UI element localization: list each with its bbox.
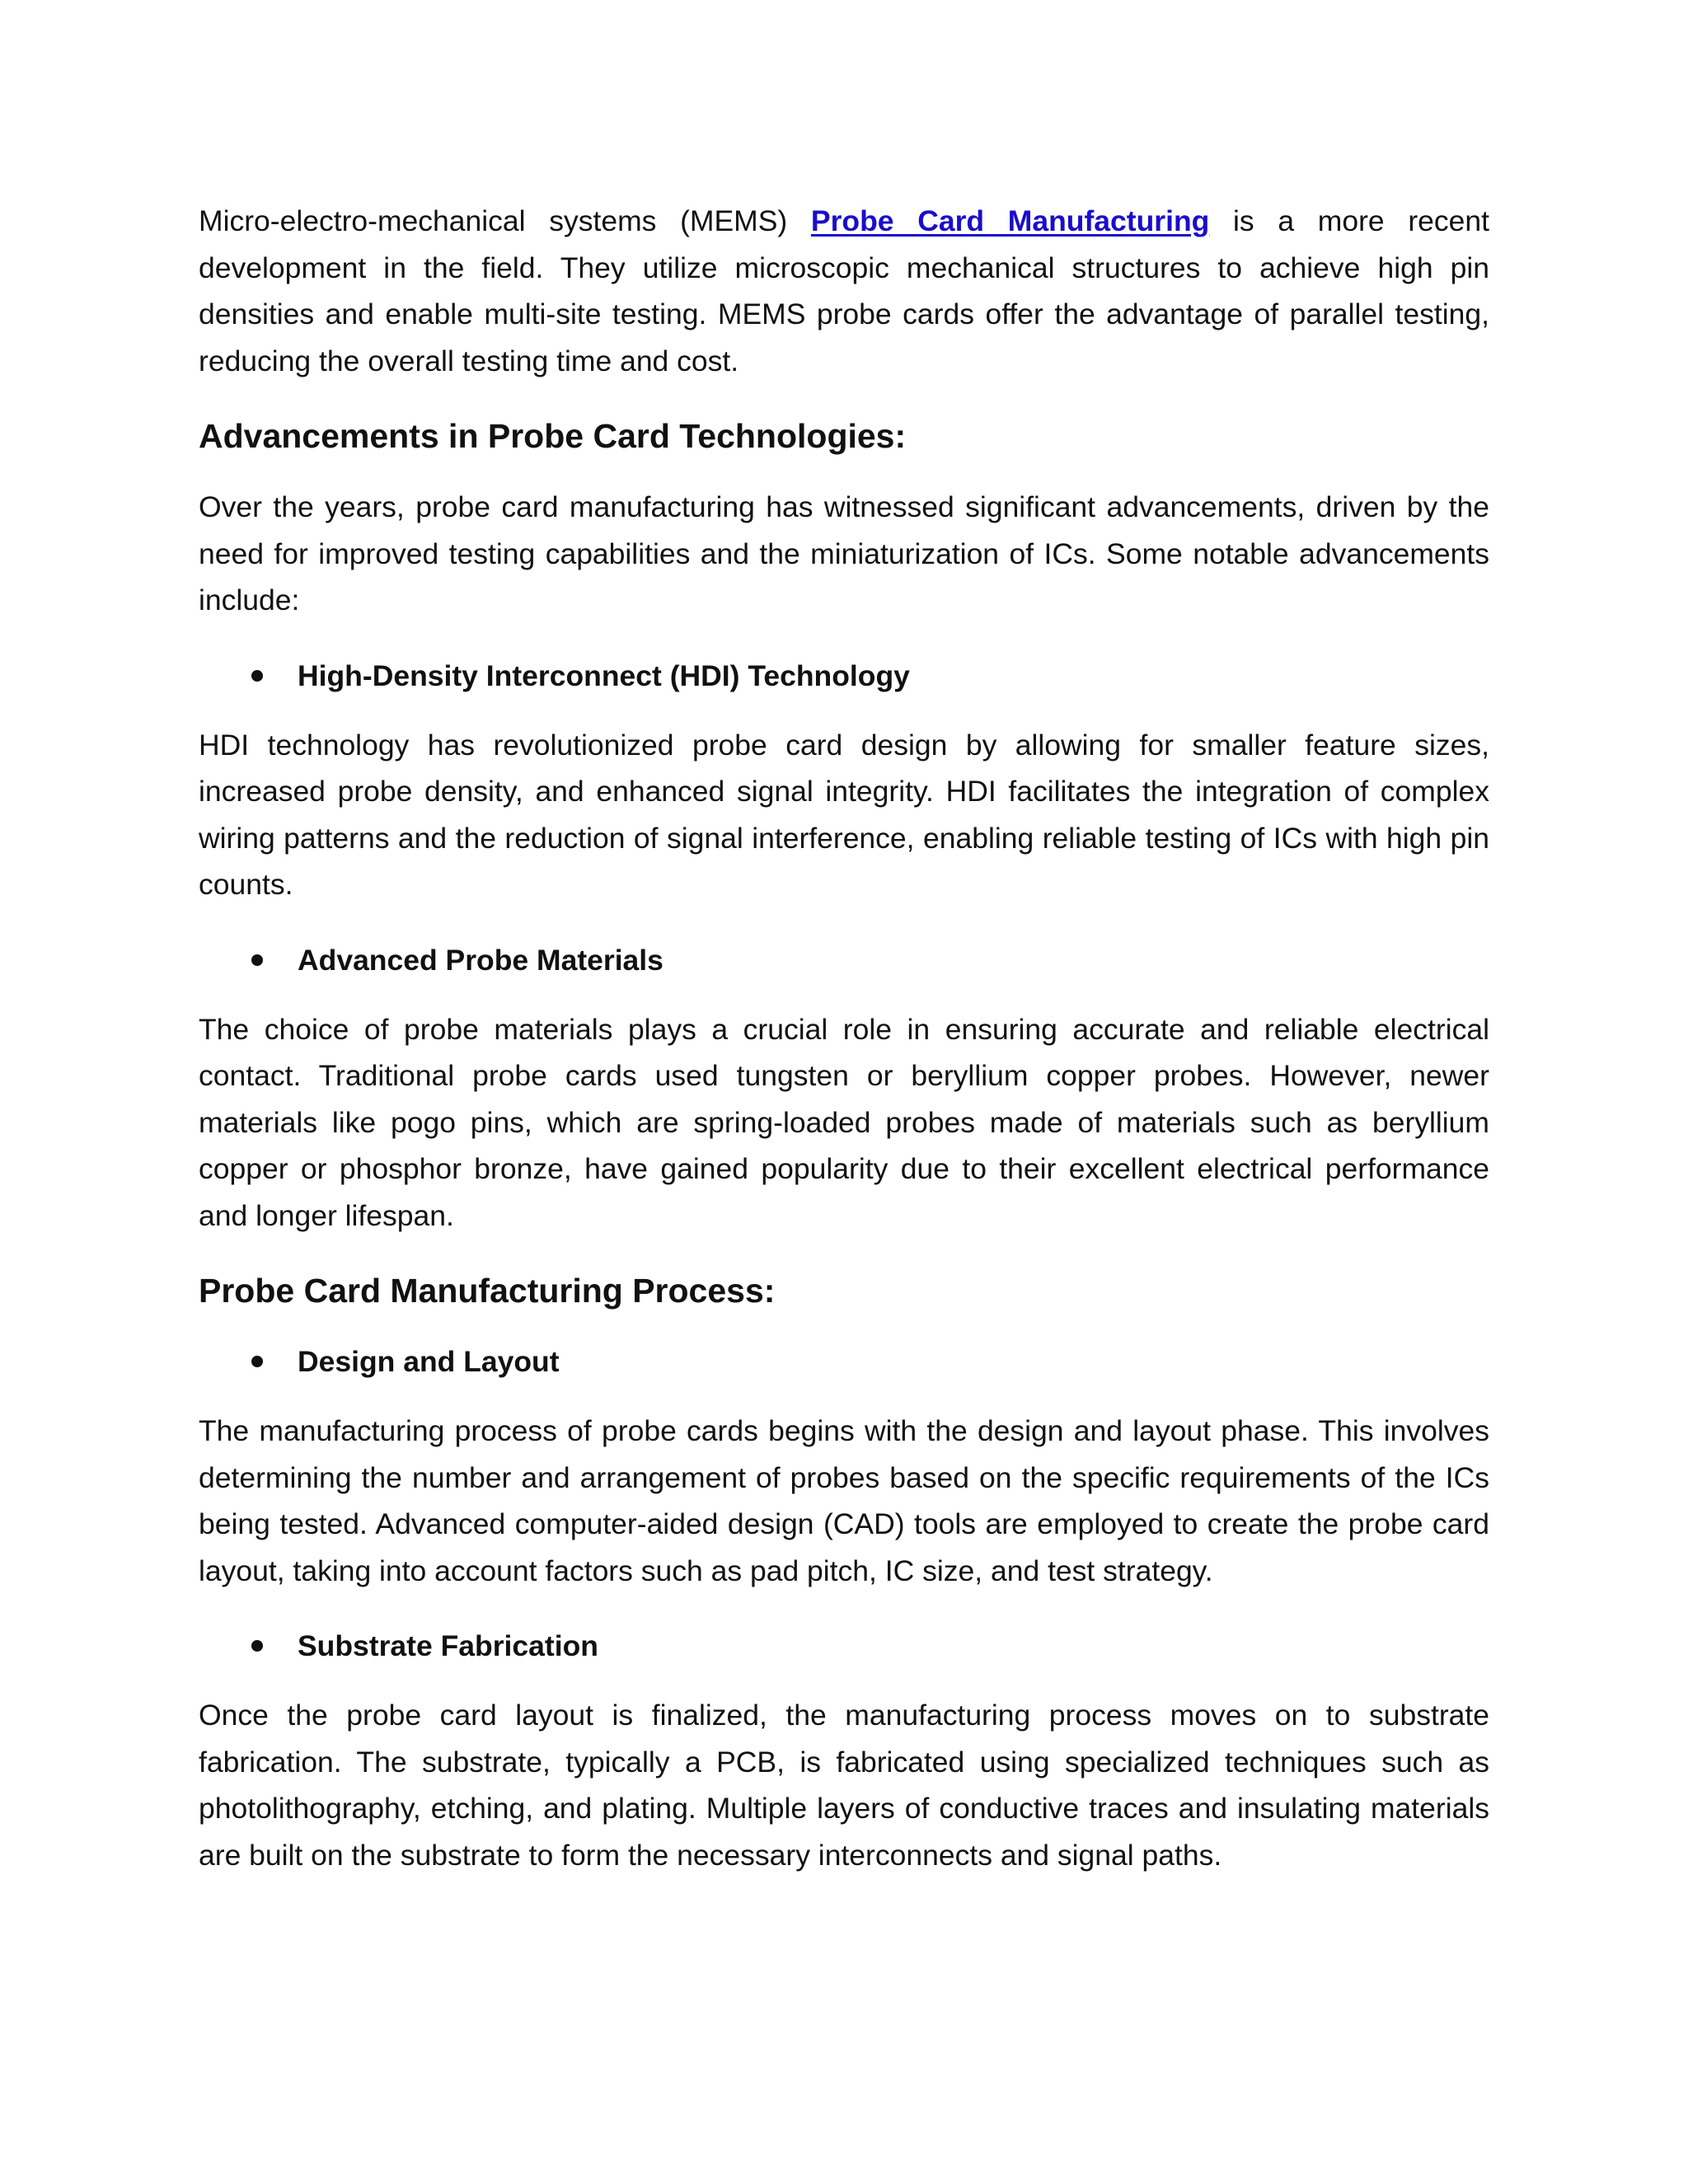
advancements-heading: Advancements in Probe Card Technologies: (199, 417, 907, 455)
bullet-dot-icon (251, 1640, 263, 1652)
design-paragraph: The manufacturing process of probe cards begins with the design and layout phase. This involves determining the number and arrangement of probes based on the specific requirements of the ICs being tested. Advanced computer-aided design (CAD) tools are employed to create the probe card layout, taking into account factors such as pad pitch, IC size, and test strategy. (199, 1414, 1489, 1587)
bullet-design-label: Design and Layout (298, 1345, 560, 1378)
intro-paragraph (199, 198, 1489, 384)
document-page (199, 198, 1489, 1878)
intro-text-after-link: is a more recent development in the field. They utilize microscopic mechanical structures to achieve high pin densities and enable multi-site testing. MEMS probe cards offer the advantage of parallel testing, reducing the overall testing time and cost. (199, 204, 1489, 377)
advancements-intro-paragraph: Over the years, probe card manufacturing has witnessed significant advancements, driven by the need for improved testing capabilities and the miniaturization of ICs. Some notable advancements include: (199, 490, 1489, 616)
bullet-materials-label: Advanced Probe Materials (298, 943, 663, 977)
bullet-design-and-layout (199, 1338, 1489, 1385)
process-heading: Probe Card Manufacturing Process: (199, 1272, 776, 1310)
intro-text-before-link: Micro-electro-mechanical systems (MEMS) (199, 204, 811, 237)
bullet-hdi-technology (199, 653, 1489, 699)
bullet-dot-icon (251, 670, 263, 682)
bullet-dot-icon (251, 1356, 263, 1367)
materials-paragraph: The choice of probe materials plays a crucial role in ensuring accurate and reliable electrical contact. Traditional probe cards used tungsten or beryllium copper probes. However, newer materials like pogo pins, which are spring-loaded probes made of materials such as beryllium copper or phosphor bronze, have gained popularity due to their excellent electrical performance and longer lifespan. (199, 1012, 1489, 1232)
hdi-paragraph: HDI technology has revolutionized probe card design by allowing for smaller feature sizes, increased probe density, and enhanced signal integrity. HDI facilitates the integration of complex wiring patterns and the reduction of signal interference, enabling reliable testing of ICs with high pin counts. (199, 728, 1489, 901)
bullet-dot-icon (251, 954, 263, 966)
probe-card-manufacturing-link[interactable]: Probe Card Manufacturing (810, 204, 1210, 237)
bullet-substrate-label: Substrate Fabrication (298, 1629, 598, 1662)
bullet-substrate-fabrication (199, 1623, 1489, 1669)
bullet-hdi-label: High-Density Interconnect (HDI) Technology (298, 658, 910, 692)
substrate-paragraph: Once the probe card layout is finalized, the manufacturing process moves on to substrate fabrication. The substrate, typically a PCB, is fabricated using specialized techniques such as photolithography, etching, and plating. Multiple layers of conductive traces and insulating materials are built on the substrate to form the necessary interconnects and signal paths. (199, 1699, 1489, 1872)
bullet-advanced-probe-materials (199, 937, 1489, 983)
